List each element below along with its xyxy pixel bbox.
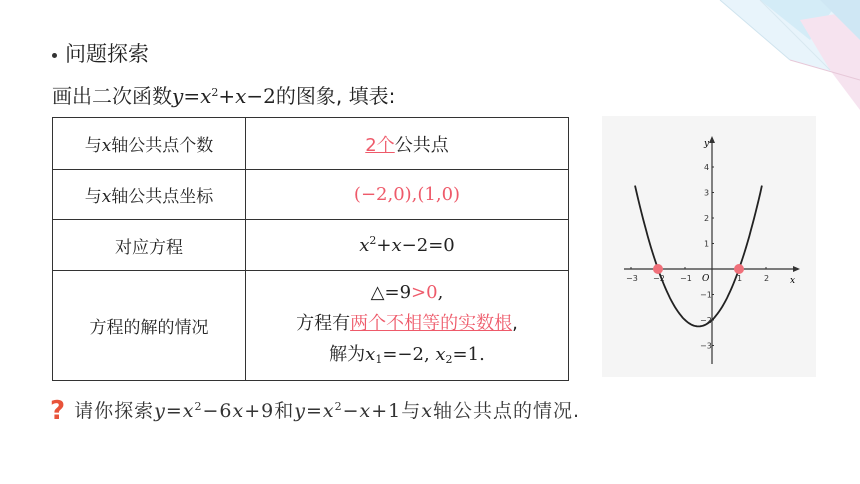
row2-label-b: 轴公共点坐标 [111,187,214,207]
row4-delta: △=9 [370,281,412,303]
row1-answer: 2个 [365,134,395,156]
row4-v1: =−2, [382,343,436,365]
x-tick-label: −2 [653,274,665,283]
parabola-graph [602,116,816,377]
task-plus: + [218,84,236,108]
x-tick-label: 2 [764,274,770,283]
row4-line2 [246,308,568,339]
row4-sub2: 2 [445,352,453,366]
bullet-dot-icon [52,53,57,58]
row1-value [246,118,569,170]
row4-line1 [246,277,568,308]
task-prefix: 画出二次函数 [52,84,172,108]
answer-table [52,117,569,381]
task-exp: 2 [211,86,219,99]
row4-v2: =1. [452,343,485,365]
row3-eq-x2: x [391,235,402,256]
q-p2: 2 [334,400,343,413]
task-suffix: 的图象, 填表: [275,84,396,108]
table-row [53,118,569,170]
q-r1: +9 [244,400,275,422]
table-row [53,220,569,271]
q-y1: y [154,400,166,422]
q-e2: = [305,400,323,422]
row4-sub1: 1 [375,352,383,366]
row4-x1: x [365,343,376,365]
parabola-curve [635,186,762,327]
row1-tail: 公共点 [394,134,449,156]
x-tick-label: −3 [626,274,638,283]
row3-eq-mid: + [376,235,392,256]
row4-value [246,271,569,381]
row3-eq-end: −2=0 [401,235,455,256]
graph-svg [602,116,816,377]
q-m1: −6 [202,400,233,422]
task-eq: = [183,84,201,108]
row1-label-x: x [101,136,112,156]
y-tick-label: 4 [704,163,710,172]
y-tick-label: 3 [704,188,710,198]
y-tick-label: −1 [700,290,712,300]
row2-value: (−2,0),(1,0) [246,170,569,220]
y-tick-label: 1 [704,239,710,249]
q-y2: y [294,400,306,422]
row4-line3 [246,339,568,375]
q-and: 和 [274,400,295,422]
y-tick-label: 2 [704,214,710,223]
row1-label-b: 轴公共点个数 [111,136,214,156]
q-m2: − [342,400,360,422]
row4-line2-answer: 两个不相等的实数根 [350,312,513,334]
row3-label: 对应方程 [53,220,246,271]
x-tick-label: −1 [680,274,692,283]
table-row [53,271,569,381]
q-x1: x [182,400,195,422]
q-e1: = [165,400,183,422]
x-tick-label: 1 [737,274,743,283]
y-axis-label: y [704,139,710,149]
x-axis-arrow-icon [793,266,800,272]
q-x3: x [322,400,335,422]
row4-line3-a: 解为 [329,343,366,365]
q-p1: 2 [194,400,203,413]
x-axis-label: x [790,276,796,286]
q-c: 轴公共点的情况. [433,400,581,422]
q-x4: x [359,400,372,422]
task-x2: x [235,84,247,108]
row2-label-a: 与 [84,187,102,207]
row1-label-a: 与 [84,136,102,156]
section-title [52,38,149,68]
task-instruction [52,80,395,109]
q-text-a: 请你探索 [74,400,155,422]
row4-x2: x [435,343,446,365]
row3-eq-x: x [359,235,370,256]
task-x1: x [200,84,212,108]
question-mark-icon: ? [50,396,67,426]
origin-label: O [702,274,710,284]
section-title-text: 问题探索 [65,42,149,66]
intersection-point-right [734,264,744,274]
y-tick-label: −2 [700,316,712,325]
row4-line2-c: , [512,312,518,334]
q-x2: x [232,400,245,422]
exploration-question [50,396,580,426]
q-r2: +1 [371,400,402,422]
row4-label: 方程的解的情况 [53,271,246,381]
row4-line2-a: 方程有 [296,312,351,334]
intersection-point-left [653,264,663,274]
row2-label-x: x [101,187,112,207]
row4-delta-answer: >0 [411,281,438,303]
task-y: y [172,84,184,108]
y-tick-label: −3 [700,341,712,351]
q-x5: x [421,400,434,422]
row2-label [53,170,246,220]
decorative-polygon-graphic [700,0,860,110]
row1-label [53,118,246,170]
q-b: 与 [401,400,422,422]
y-axis-arrow-icon [709,136,715,143]
row3-value [246,220,569,271]
table-row [53,170,569,220]
task-const: −2 [246,84,276,108]
row3-eq-exp: 2 [369,234,377,247]
row4-comma: , [437,281,444,303]
